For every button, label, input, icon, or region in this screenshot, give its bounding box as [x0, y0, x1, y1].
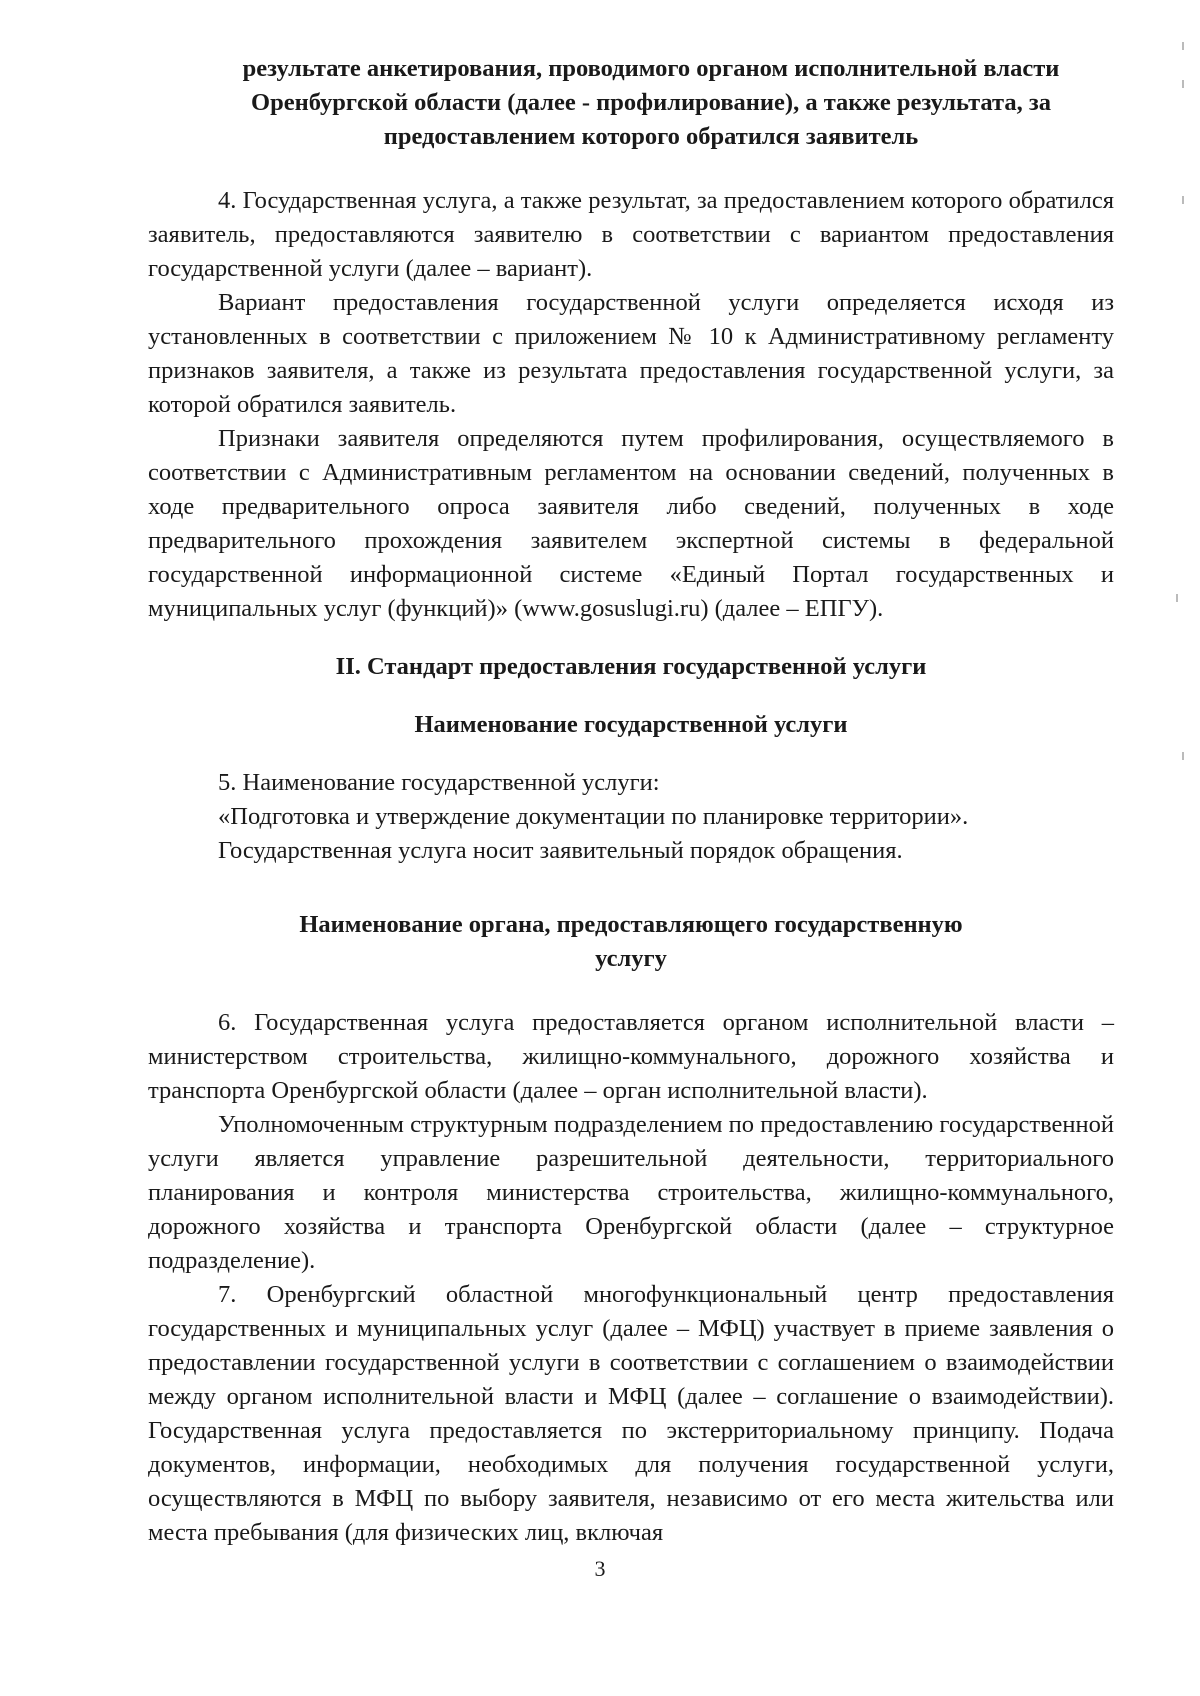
paragraph-5-order: Государственная услуга носит заявительный порядок обращения. — [218, 837, 903, 864]
scan-speck — [1182, 80, 1184, 88]
paragraph-5-title: 5. Наименование государственной услуги: — [218, 769, 660, 796]
paragraph-4: 4. Государственная услуга, а также результат, за предоставлением которого обратился заявитель, предоставляются заявителю в соответствии с вариантом предоставления государственной услуги (далее – вариант). — [148, 187, 1114, 282]
paragraph-5-name: «Подготовка и утверждение документации по планировке территории». — [218, 803, 969, 830]
page-content — [148, 52, 1114, 1550]
paragraph-signs: Признаки заявителя определяются путем профилирования, осуществляемого в соответствии с Административным регламентом на основании сведений, полученных в ходе предварительного опроса заявителя либо сведений, полученных в ходе предварительного прохождения заявителем экспертной системы в федеральной государственной информационной системе «Единый Портал государственных и муниципальных услуг (функций)» (www.gosuslugi.ru) (далее – ЕПГУ). — [148, 425, 1114, 622]
organ-heading-line-2: услугу — [595, 945, 667, 972]
service-name-heading: Наименование государственной услуги — [414, 711, 848, 738]
paragraph-6: 6. Государственная услуга предоставляется органом исполнительной власти – министерством строительства, жилищно-коммунального, дорожного хозяйства и транспорта Оренбургской области (далее – орган исполнительной власти). — [148, 1009, 1114, 1104]
scan-speck — [1176, 594, 1178, 602]
paragraph-structural-unit: Уполномоченным структурным подразделением по предоставлению государственной услуги является управление разрешительной деятельности, территориального планирования и контроля министерства строительства, жилищно-коммунального, дорожного хозяйства и транспорта Оренбургской области (далее – структурное подразделение). — [148, 1111, 1114, 1274]
scan-speck — [1182, 196, 1184, 204]
scan-speck — [1182, 752, 1184, 760]
paragraph-7: 7. Оренбургский областной многофункциональный центр предоставления государственных и муниципальных услуг (далее – МФЦ) участвует в приеме заявления о предоставлении государственной услуги в соответствии с соглашением о взаимодействии между органом исполнительной власти и МФЦ (далее – соглашение о взаимодействии). Государственная услуга предоставляется по экстерриториальному принципу. Подача документов, информации, необходимых для получения государственной услуги, осуществляются в МФЦ по выбору заявителя, независимо от его места жительства или места пребывания (для физических лиц, включая — [148, 1281, 1114, 1546]
paragraph-variant: Вариант предоставления государственной услуги определяется исходя из установленных в соответствии с приложением № 10 к Административному регламенту признаков заявителя, а также из результата предоставления государственной услуги, за которой обратился заявитель. — [148, 289, 1114, 418]
intro-heading: результате анкетирования, проводимого органом исполнительной власти Оренбургской области (далее - профилирование), а также результата, за предоставлением которого обратился заявитель — [242, 55, 1060, 150]
page-number: 3 — [594, 1556, 606, 1581]
scan-speck — [1182, 42, 1184, 50]
section-2-heading: II. Стандарт предоставления государственной услуги — [335, 653, 927, 680]
organ-heading-line-1: Наименование органа, предоставляющего государственную — [299, 911, 963, 938]
